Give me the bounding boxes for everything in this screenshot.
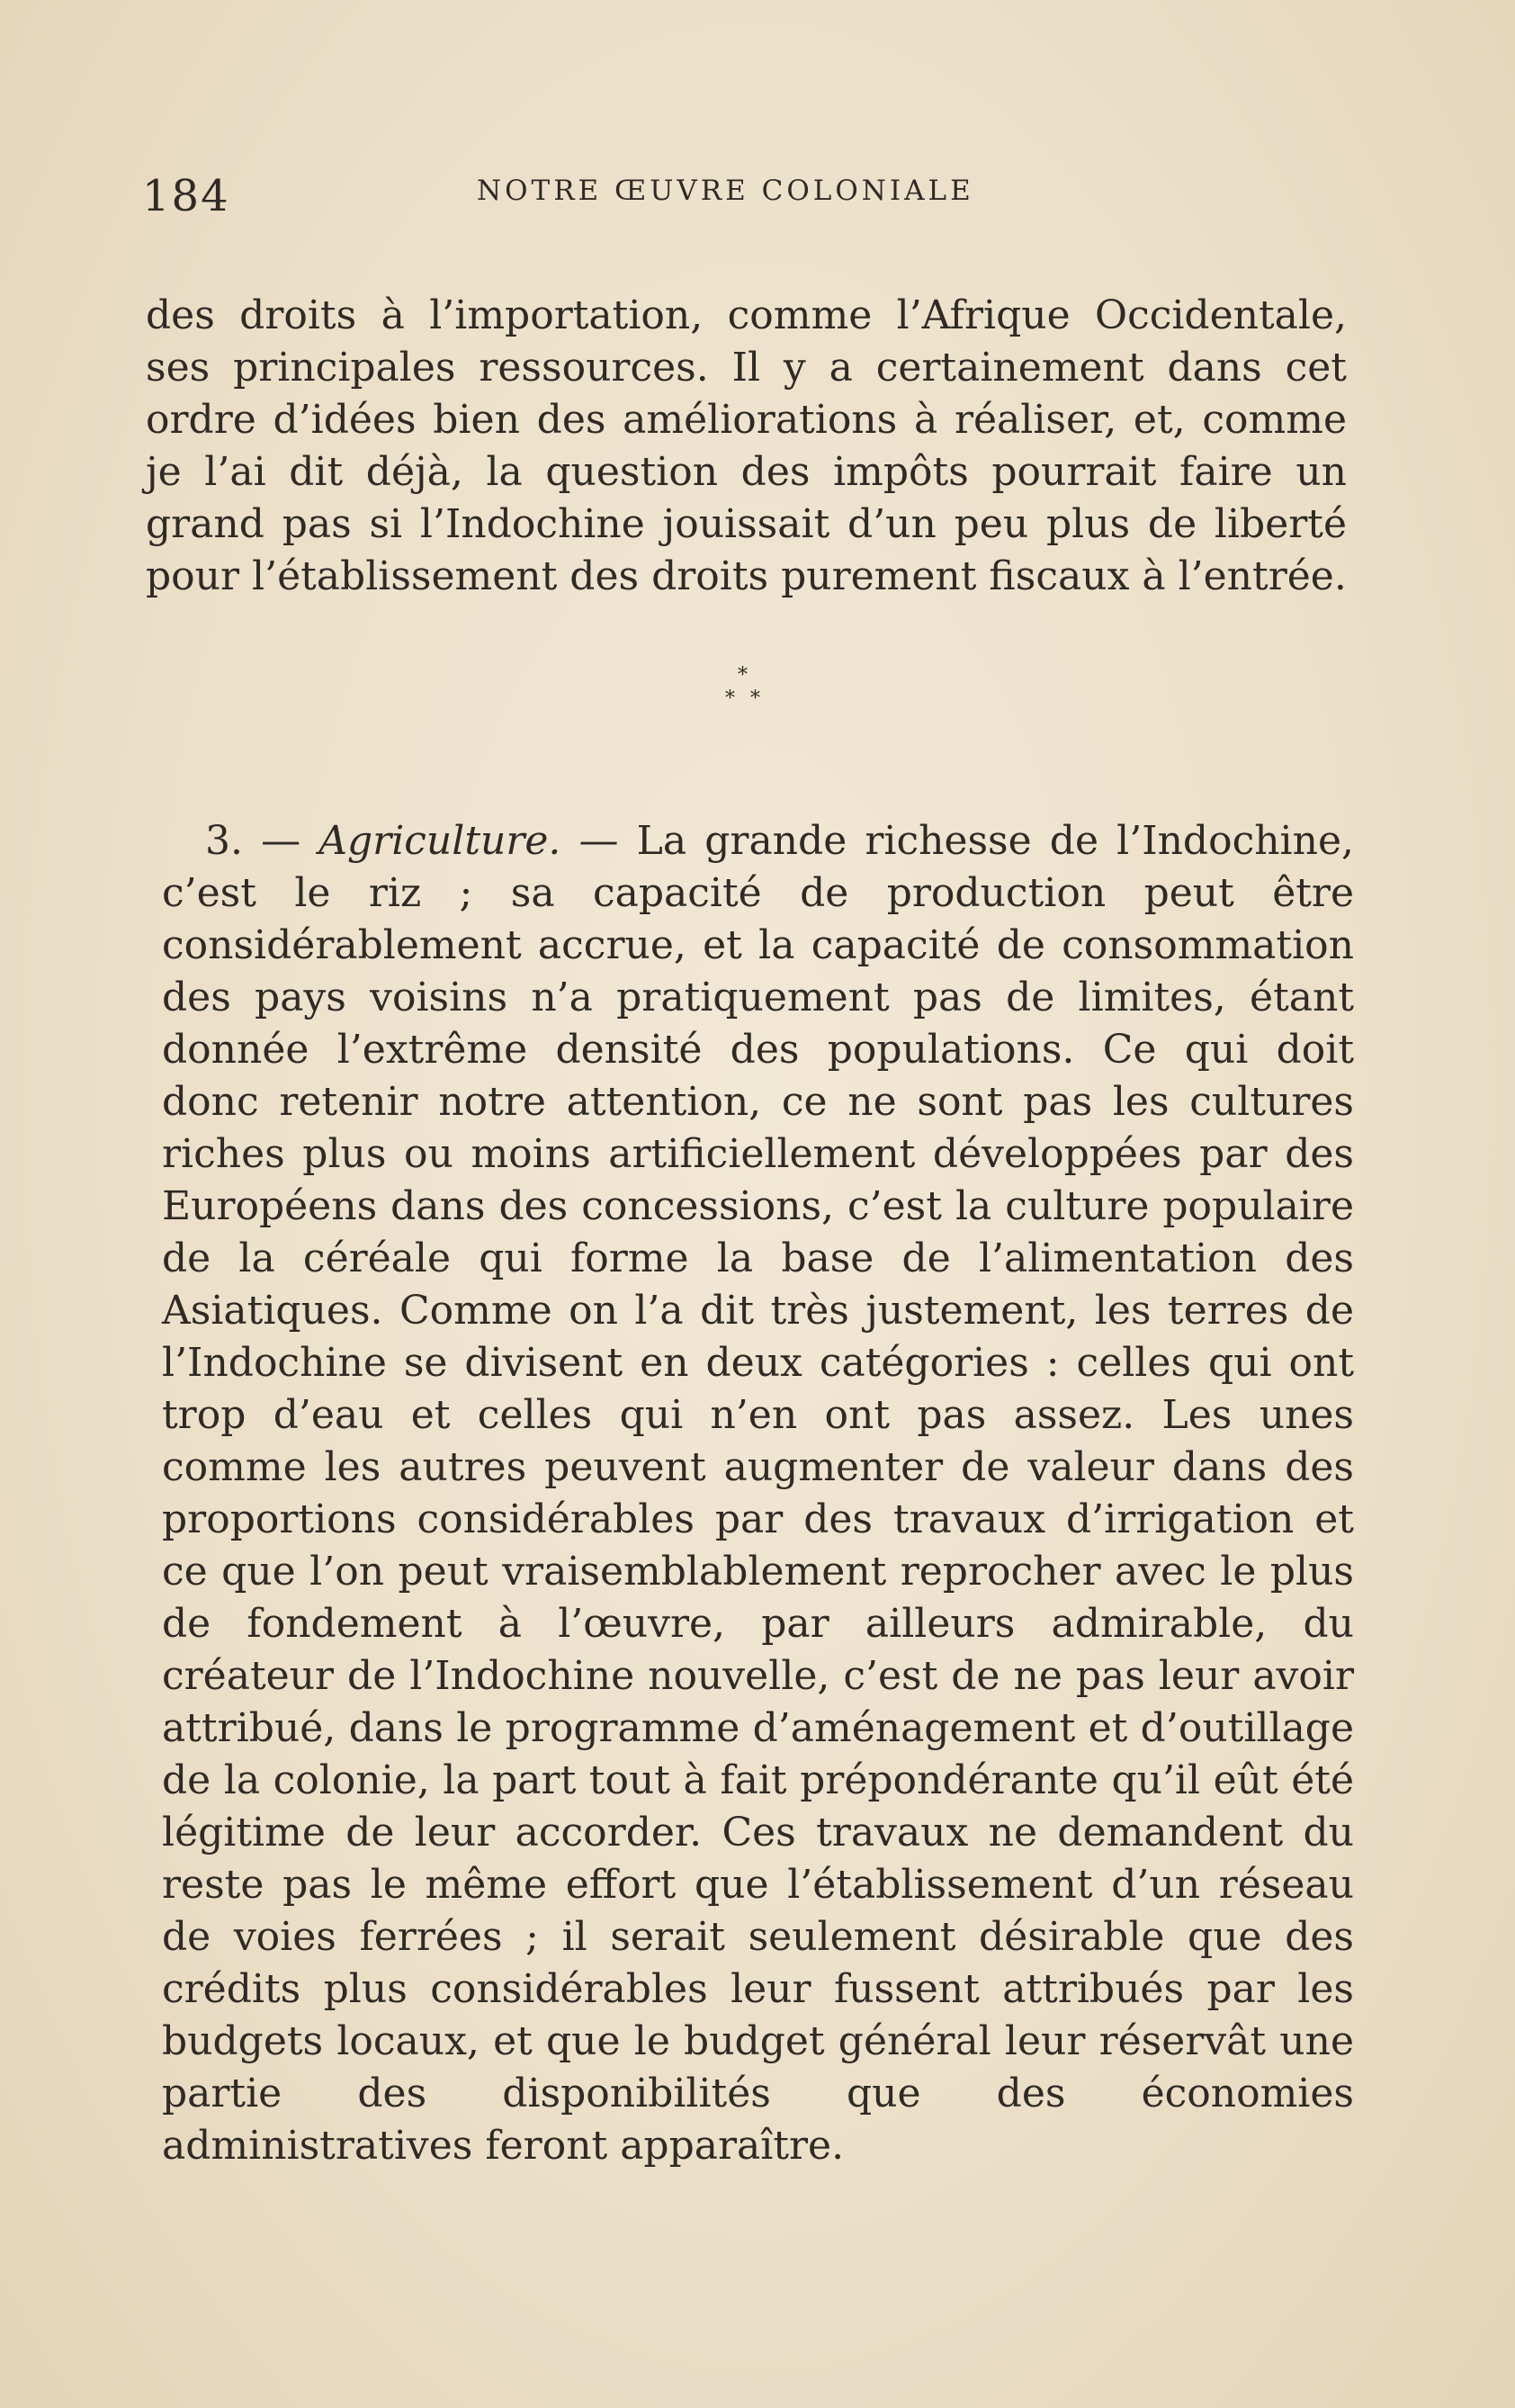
section-separator-asterism: [720, 666, 774, 729]
asterism-star-top: *: [738, 664, 748, 687]
section-heading-agriculture: Agriculture.: [318, 818, 561, 864]
running-title: NOTRE ŒUVRE COLONIALE: [477, 175, 974, 207]
page-header: [135, 160, 1376, 223]
paragraph-imports: des droits à l’importation, comme l’Afrique Occidentale, ses principales ressources. Il y a certainement dans cet ordre d’idées bien des améliorations à réaliser, et, comme je l’ai dit déjà, la question des impôts pourrait faire un grand pas si l’Indochine jouissait d’un peu plus de liberté pour l’établissement des droits purement fiscaux à l’entrée.: [146, 292, 1347, 599]
page-number: 184: [142, 171, 230, 221]
asterism-star-right: *: [750, 687, 760, 710]
asterism-star-left: *: [725, 687, 735, 710]
section-number: 3. —: [205, 818, 319, 864]
paragraph-agriculture-text: — La grande richesse de l’Indochine, c’est le riz ; sa capacité de production peut être considérablement accrue, et la capacité de consommation des pays voisins n’a pratiquement pas de limites, étant donnée l’extrême densité des populations. Ce qui doit donc retenir notre attention, ce ne sont pas les cultures riches plus ou moins artificiellement développées par des Européens dans des concessions, c’est la culture populaire de la céréale qui forme la base de l’alimentation des Asiatiques. Comme on l’a dit très justement, les terres de l’Indochine se divisent en deux catégories : celles qui ont trop d’eau et celles qui n’en ont pas assez. Les unes comme les autres peuvent augmenter de valeur dans des proportions considérables par des travaux d’irrigation et ce que l’on peut vraisemblablement reprocher avec le plus de fondement à l’œuvre, par ailleurs admirable, du créateur de l’Indochine nouvelle, c’est de ne pas leur avoir attribué, dans le programme d’aménagement et d’outillage de la colonie, la part tout à fait prépondérante qu’il eût été légitime de leur accorder. Ces travaux ne demandent du reste pas le même effort que l’établissement d’un réseau de voies ferrées ; il serait seulement désirable que des crédits plus considérables leur fussent attribués par les budgets locaux, et que le budget général leur réservât une partie des disponibilités que des économies administratives feront apparaître.: [162, 818, 1354, 2169]
paragraph-agriculture: [162, 815, 1354, 2172]
